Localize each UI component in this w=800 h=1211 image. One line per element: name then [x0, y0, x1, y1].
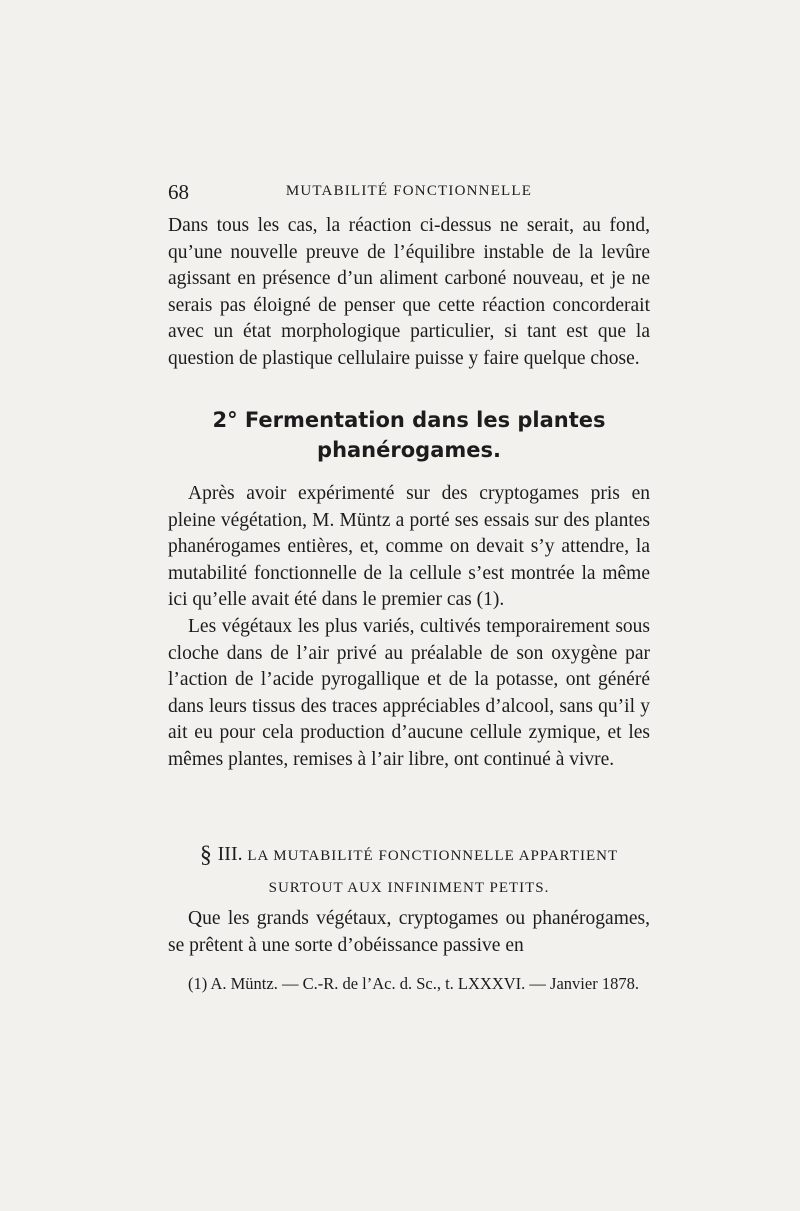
part-heading-line-1 [168, 838, 650, 872]
running-title: MUTABILITÉ FONCTIONNELLE [285, 183, 533, 199]
section-mark: § [199, 842, 213, 868]
paragraph-group-fermentation [168, 481, 650, 774]
section-heading-line-2: phanérogames. [317, 438, 501, 462]
section-heading [168, 405, 650, 465]
section-heading-line-1: 2° Fermentation dans les plantes [212, 408, 606, 432]
part-heading-line-2: SURTOUT AUX INFINIMENT PETITS. [268, 880, 550, 896]
page-header [168, 180, 650, 204]
paragraph-text: Que les grands végétaux, cryptogames ou phanérogames, se prêtent à une sorte d’obéissance passive en [168, 908, 650, 956]
paragraph-experiments: Après avoir expérimenté sur des cryptogames pris en pleine végétation, M. Müntz a porté ses essais sur des plantes phanérogames entières, et, comme on devait s’y attendre, la mutabilité fonctionnelle de la cellule s’est montrée la même ici qu’elle avait été dans le premier cas (1). [168, 483, 650, 611]
footnote: (1) A. Müntz. — C.-R. de l’Ac. d. Sc., t. LXXXVI. — Janvier 1878. [188, 974, 639, 993]
part-heading [168, 838, 650, 904]
paragraph-text: Dans tous les cas, la réaction ci-dessus ne serait, au fond, qu’une nouvelle preuve de l’équilibre instable de la levûre agissant en présence d’un aliment carboné nouveau, et je ne serais pas éloigné de penser que cette réaction concorderait avec un état morphologique particulier, si tant est que la question de plastique cellulaire puisse y faire quelque chose. [168, 215, 650, 369]
paragraph-intro [168, 213, 650, 373]
paragraph-grands-vegetaux [168, 906, 650, 959]
paragraph-vegetaux: Les végétaux les plus variés, cultivés temporairement sous cloche dans de l’air privé au préalable de son oxygène par l’action de l’acide pyrogallique et de la potasse, ont généré dans leurs tissus des traces appréciables d’alcool, sans qu’il y ait eu pour cela production d’aucune cellule zymique, et les mêmes plantes, remises à l’air libre, ont continué à vivre. [168, 615, 650, 770]
part-number: III. [217, 843, 243, 865]
page-number: 68 [168, 180, 189, 204]
part-heading-title-1: LA MUTABILITÉ FONCTIONNELLE APPARTIENT [247, 848, 619, 864]
